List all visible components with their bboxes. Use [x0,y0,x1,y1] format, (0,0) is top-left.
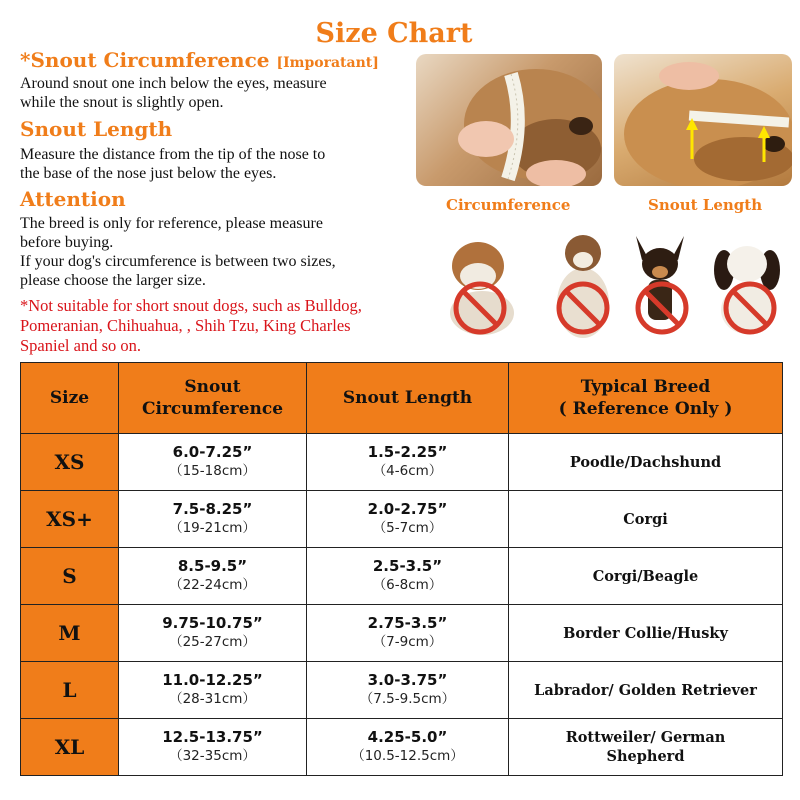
table-row [21,548,783,605]
inch-value: 9.75-10.75” [162,614,263,632]
important-tag: [Imporatant] [276,55,379,71]
inch-value: 12.5-13.75” [162,728,263,746]
table-row [21,434,783,491]
breed-cell: Corgi/Beagle [509,548,783,605]
circumference-cell [119,605,307,662]
cm-value: （5-7cm） [372,520,443,536]
snout-length-heading: Snout Length [20,117,173,141]
attention-text [20,214,415,290]
dog-snout-length-illustration [614,54,792,186]
breed-cell: Labrador/ Golden Retriever [509,662,783,719]
header-typical-breed [509,363,783,434]
cm-value: （4-6cm） [372,463,443,479]
table-row [21,662,783,719]
table-header-row [21,363,783,434]
text-line: Around snout one inch below the eyes, measure [20,75,327,92]
circumference-photo [416,54,602,186]
length-cell [307,491,509,548]
text-line: the base of the nose just below the eyes. [20,165,277,182]
header-size: Size [21,363,119,434]
cm-value: （10.5-12.5cm） [351,748,464,764]
inch-value: 1.5-2.25” [367,443,448,461]
text-line: Measure the distance from the tip of the nose to [20,146,326,163]
table-row [21,719,783,776]
header-snout-length: Snout Length [307,363,509,434]
text-line: before buying. [20,234,114,251]
circumference-cell [119,491,307,548]
cm-value: （22-24cm） [169,577,256,593]
breed-line: Rottweiler/ German [565,729,726,746]
snout-length-text [20,145,415,183]
breed-cell: Poodle/Dachshund [509,434,783,491]
snout-length-caption: Snout Length [648,196,763,214]
size-chart-table [20,362,783,776]
header-line: Typical Breed [580,377,711,397]
page-title: Size Chart [315,18,473,49]
bulldog-prohibited-icon [440,228,524,340]
breed-cell: Border Collie/Husky [509,605,783,662]
circumference-cell [119,434,307,491]
length-cell [307,719,509,776]
inch-value: 6.0-7.25” [172,443,253,461]
cm-value: （15-18cm） [169,463,256,479]
snout-length-photo [614,54,792,186]
dog-snout-tape-illustration [416,54,602,186]
circumference-cell [119,662,307,719]
length-cell [307,548,509,605]
header-line: Circumference [141,399,284,419]
cm-value: （19-21cm） [169,520,256,536]
text-line: while the snout is slightly open. [20,94,224,111]
attention-heading: Attention [20,187,126,211]
circumference-cell [119,548,307,605]
header-snout-circumference [119,363,307,434]
text-line: The breed is only for reference, please measure [20,215,323,232]
inch-value: 2.0-2.75” [367,500,448,518]
size-cell: XS+ [21,491,119,548]
inch-value: 2.75-3.5” [367,614,448,632]
table-row [21,605,783,662]
header-line: ( Reference Only ) [558,399,733,419]
cm-value: （28-31cm） [169,691,256,707]
chihuahua-prohibited-icon [622,228,706,340]
table-row [21,491,783,548]
inch-value: 8.5-9.5” [177,557,248,575]
size-cell: XL [21,719,119,776]
text-line: Spaniel and so on. [20,336,141,355]
snout-circumference-heading [20,48,379,72]
size-cell: S [21,548,119,605]
text-line: Pomeranian, Chihuahua, , Shih Tzu, King Charles [20,316,351,335]
breed-cell: Corgi [509,491,783,548]
cm-value: （25-27cm） [169,634,256,650]
shih-tzu-prohibited-icon [543,228,627,340]
cm-value: （6-8cm） [372,577,443,593]
inch-value: 2.5-3.5” [372,557,443,575]
size-cell: L [21,662,119,719]
length-cell [307,605,509,662]
size-cell: XS [21,434,119,491]
warning-text [20,296,440,356]
text-line: If your dog's circumference is between two sizes, [20,253,336,270]
king-charles-spaniel-prohibited-icon [710,228,794,340]
snout-circumference-text [20,74,415,112]
inch-value: 4.25-5.0” [367,728,448,746]
text-line: *Not suitable for short snout dogs, such as Bulldog, [20,296,362,315]
cm-value: （7-9cm） [372,634,443,650]
inch-value: 3.0-3.75” [367,671,448,689]
inch-value: 7.5-8.25” [172,500,253,518]
circumference-caption: Circumference [446,196,571,214]
length-cell [307,434,509,491]
text-line: please choose the larger size. [20,272,206,289]
size-cell: M [21,605,119,662]
circumference-cell [119,719,307,776]
inch-value: 11.0-12.25” [162,671,263,689]
breed-line: Shepherd [606,748,685,765]
header-line: Snout [184,377,241,397]
breed-cell [509,719,783,776]
snout-circumference-title: *Snout Circumference [20,48,270,72]
length-cell [307,662,509,719]
cm-value: （7.5-9.5cm） [359,691,456,707]
cm-value: （32-35cm） [169,748,256,764]
